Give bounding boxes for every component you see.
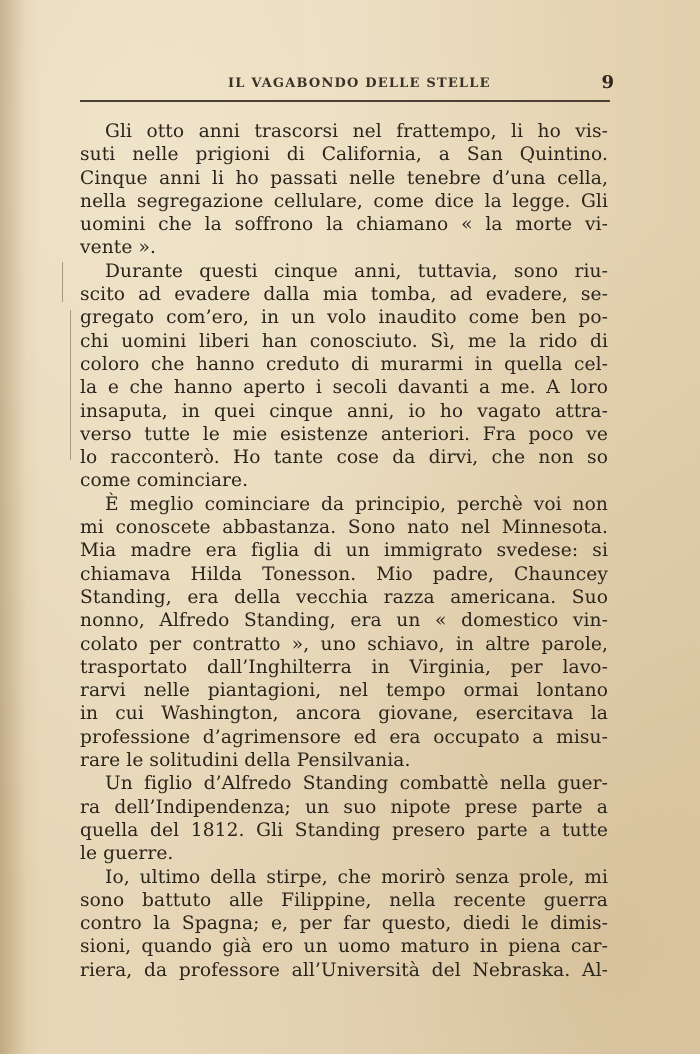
- text-line: la e che hanno aperto i secoli davanti a me. A loro: [80, 377, 608, 399]
- text-line: uomini che la soffrono la chiamano « la morte vi-: [80, 214, 608, 236]
- text-line: quella del 1812. Gli Standing presero parte a tutte: [80, 819, 608, 841]
- page-number: 9: [601, 72, 614, 93]
- text-line: trasportato dall’Inghilterra in Virginia, per lavo-: [80, 656, 608, 678]
- text-line: verso tutte le mie esistenze anteriori. Fra poco ve: [80, 423, 608, 445]
- text-line: contro la Spagna; e, per far questo, diedi le dimis-: [80, 913, 608, 935]
- text-line: sioni, quando già ero un uomo maturo in piena car-: [80, 936, 608, 958]
- text-line: professione d’agrimensore ed era occupato a misu-: [80, 726, 608, 748]
- body-text: [80, 120, 608, 982]
- running-title: IL VAGABONDO DELLE STELLE: [228, 76, 491, 91]
- text-line: lo racconterò. Ho tante cose da dirvi, che non so: [80, 447, 608, 469]
- text-line: Cinque anni li ho passati nelle tenebre d’una cella,: [80, 167, 608, 189]
- page-spine-shadow: [0, 0, 26, 1054]
- header-rule: [80, 100, 610, 102]
- text-line: suti nelle prigioni di California, a San Quintino.: [80, 144, 608, 166]
- page-header: [78, 68, 616, 98]
- paragraph-first-line: Durante questi cinque anni, tuttavia, sono riu-: [105, 260, 608, 282]
- text-line: coloro che hanno creduto di murarmi in quella cel-: [80, 353, 608, 375]
- text-line: scito ad evadere dalla mia tomba, ad evadere, se-: [80, 284, 608, 306]
- paragraph-first-line: Io, ultimo della stirpe, che morirò senza prole, mi: [105, 866, 608, 888]
- margin-pencil-mark: [70, 310, 71, 460]
- text-line: Standing, era della vecchia razza americana. Suo: [80, 586, 608, 608]
- text-line: chi uomini liberi han conosciuto. Sì, me la rido di: [80, 330, 608, 352]
- text-line: in cui Washington, ancora giovane, esercitava la: [80, 703, 608, 725]
- text-line: nonno, Alfredo Standing, era un « domestico vin-: [80, 610, 608, 632]
- text-line: sono battuto alle Filippine, nella recente guerra: [80, 889, 608, 911]
- paragraph-first-line: È meglio cominciare da principio, perchè voi non: [105, 493, 608, 515]
- text-line: come cominciare.: [80, 470, 249, 492]
- text-line: rarvi nelle piantagioni, nel tempo ormai lontano: [80, 680, 608, 702]
- text-line: mi conoscete abbastanza. Sono nato nel Minnesota.: [80, 517, 608, 539]
- text-line: ra dell’Indipendenza; un suo nipote prese parte a: [80, 796, 608, 818]
- text-line: nella segregazione cellulare, come dice la legge. Gli: [80, 190, 608, 212]
- margin-pencil-mark: [62, 262, 63, 302]
- paragraph-first-line: Un figlio d’Alfredo Standing combattè nella guer-: [105, 773, 608, 795]
- text-line: colato per contratto », uno schiavo, in altre parole,: [80, 633, 608, 655]
- text-line: gregato com’ero, in un volo inaudito come ben po-: [80, 307, 608, 329]
- text-line: riera, da professore all’Università del Nebraska. Al-: [80, 959, 608, 981]
- text-line: insaputa, in quei cinque anni, io ho vagato attra-: [80, 400, 608, 422]
- text-line: Mia madre era figlia di un immigrato svedese: si: [80, 540, 608, 562]
- text-line: chiamava Hilda Tonesson. Mio padre, Chauncey: [80, 563, 608, 585]
- paragraph-first-line: Gli otto anni trascorsi nel frattempo, li ho vis-: [105, 121, 608, 142]
- text-line: le guerre.: [80, 843, 174, 865]
- text-line: vente ».: [80, 237, 156, 259]
- text-line: rare le solitudini della Pensilvania.: [80, 750, 411, 772]
